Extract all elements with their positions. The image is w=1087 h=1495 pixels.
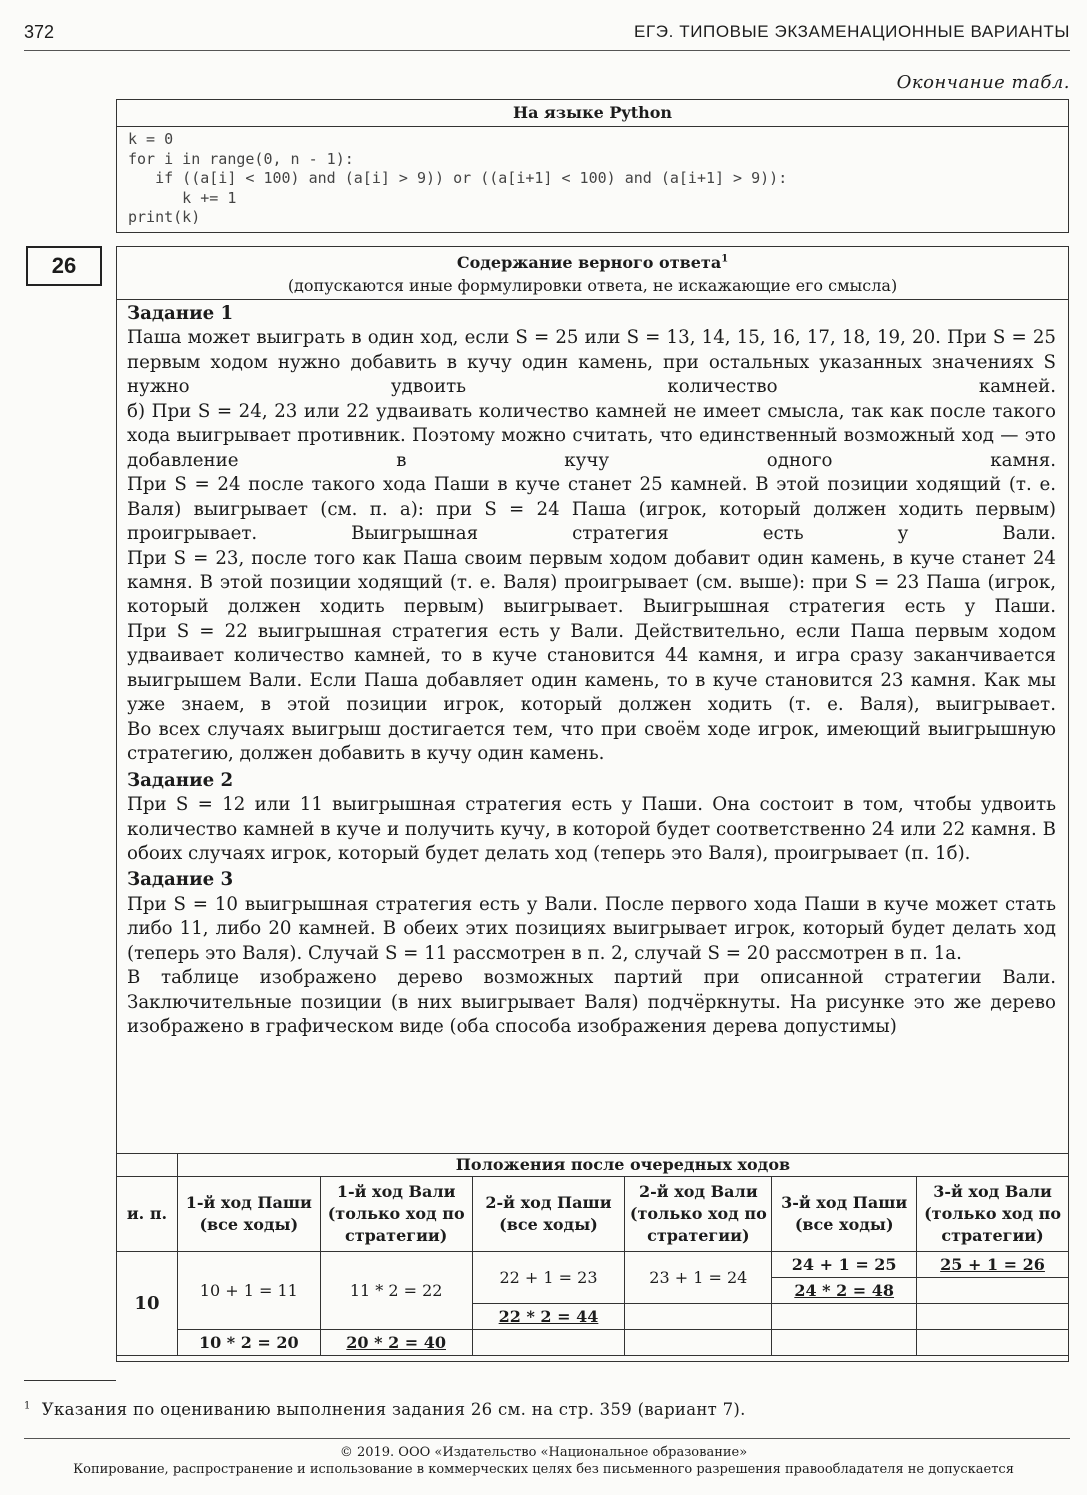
empty-cell: [917, 1278, 1069, 1304]
task3-paragraph: В таблице изображено дерево возможных партий при описанной стратегии Вали. Заключительные позиции (в них выигрывает Валя) подчёркнуты. На рисунке это же дерево изображено в графическом виде (оба способа изображения дерева допустимы): [127, 967, 1056, 1038]
python-code-block: [116, 99, 1069, 233]
cell-move3-valya: 25 + 1 = 26: [917, 1252, 1069, 1278]
header-move1-valya: 1-й ход Вали (только ход по стратегии): [320, 1177, 472, 1252]
cell-move1-alt: 10 * 2 = 20: [177, 1330, 320, 1356]
group-header: Положения после очередных ходов: [177, 1154, 1068, 1177]
code-block-title: На языке Python: [117, 100, 1068, 127]
footer-notice: Копирование, распространение и использование в коммерческих целях без письменного разрешения правообладателя не допускается: [73, 1462, 1014, 1477]
header-move2-valya: 2-й ход Вали (только ход по стратегии): [625, 1177, 772, 1252]
start-position: 10: [117, 1252, 178, 1356]
running-title: ЕГЭ. ТИПОВЫЕ ЭКЗАМЕНАЦИОННЫЕ ВАРИАНТЫ: [634, 22, 1070, 41]
task3-paragraph: При S = 10 выигрышная стратегия есть у Вали. После первого хода Паши в куче может стать либо 11, либо 20 камней. В обеих этих позициях выигрывает игрок, который будет делать ход (теперь это Валя). Случай S = 11 рассмотрен в п. 2, случай S = 20 рассмотрен в п. 1а.: [127, 893, 1056, 964]
footnote: [24, 1400, 746, 1419]
cell-move1-valya-final: 20 * 2 = 40: [320, 1330, 472, 1356]
answer-box: [116, 246, 1069, 1362]
task-number-badge: 26: [26, 246, 102, 286]
task1-paragraph: При S = 23, после того как Паша своим первым ходом добавит один камень, в куче станет 24 камня. В этой позиции ходящий (т. е. Валя) проигрывает (см. выше): при S = 23 Паша (игрок, который должен ходить первым) выигрывает. Выигрышная стратегия есть у Паши.: [127, 547, 1056, 618]
cell-move2: 22 + 1 = 23: [472, 1252, 625, 1304]
header-initial-position: и. п.: [117, 1177, 178, 1252]
cell-move3: 24 + 1 = 25: [772, 1252, 917, 1278]
task1-paragraph: Паша может выиграть в один ход, если S = 25 или S = 13, 14, 15, 16, 17, 18, 19, 20. При S = 25 первым ходом нужно добавить в кучу один камень, при остальных указанных значениях S нужно удвоить количество камней.: [127, 327, 1056, 398]
footnote-mark: 1: [721, 253, 729, 265]
corner-cell: [117, 1154, 178, 1177]
header-move3-valya: 3-й ход Вали (только ход по стратегии): [917, 1177, 1069, 1252]
answer-title-text: Содержание верного ответа: [456, 253, 722, 272]
footer-divider: [24, 1438, 1070, 1439]
cell-move1-valya: 11 * 2 = 22: [320, 1252, 472, 1330]
task1-paragraph: При S = 22 выигрышная стратегия есть у Вали. Действительно, если Паша первым ходом удваивает количество камней, то в куче становится 44 камня, и игра сразу заканчивается выигрышем Вали. Если Паша добавляет один камень, то в куче становится 23 камня. Как мы уже знаем, в этой позиции игрок, который должен ходить (т. е. Валя), выигрывает.: [127, 620, 1056, 716]
empty-cell: [917, 1304, 1069, 1330]
task2-heading: Задание 2: [127, 769, 234, 791]
page-header: [24, 22, 1070, 46]
footnote-text: Указания по оцениванию выполнения задания 26 см. на стр. 359 (вариант 7).: [41, 1400, 746, 1419]
footnote-number: 1: [24, 1400, 31, 1412]
task2-paragraph: При S = 12 или 11 выигрышная стратегия есть у Паши. Она состоит в том, чтобы удвоить количество камней в куче и получить кучу, в которой будет соответственно 24 или 22 камня. В обоих случаях игрок, который будет делать ход (теперь это Валя), проигрывает (п. 1б).: [127, 794, 1056, 864]
task3-heading: Задание 3: [127, 869, 234, 891]
footer-copyright: © 2019. ООО «Издательство «Национальное образование»: [339, 1445, 748, 1460]
answer-body: [127, 300, 1056, 1040]
empty-cell: [472, 1330, 625, 1356]
positions-table: [116, 1153, 1069, 1356]
task1-paragraph: б) При S = 24, 23 или 22 удваивать количество камней не имеет смысла, так как после такого хода выигрывает противник. Поэтому можно считать, что единственный возможный ход — это добавление в кучу одного камня.: [127, 400, 1056, 471]
empty-cell: [772, 1304, 917, 1330]
empty-cell: [625, 1330, 772, 1356]
header-divider: [24, 50, 1070, 51]
header-move2-pasha: 2-й ход Паши (все ходы): [472, 1177, 625, 1252]
task1-paragraph: Во всех случаях выигрыш достигается тем, что при своём ходе игрок, имеющий выигрышную стратегию, должен добавить в кучу один камень.: [127, 718, 1056, 765]
empty-cell: [772, 1330, 917, 1356]
footnote-divider: [24, 1380, 116, 1381]
header-move1-pasha: 1-й ход Паши (все ходы): [177, 1177, 320, 1252]
empty-cell: [917, 1330, 1069, 1356]
header-move3-pasha: 3-й ход Паши (все ходы): [772, 1177, 917, 1252]
answer-title: [117, 253, 1068, 272]
answer-subtitle: (допускаются иные формулировки ответа, не искажающие его смысла): [287, 276, 898, 295]
cell-move1: 10 + 1 = 11: [177, 1252, 320, 1330]
cell-move2-valya: 23 + 1 = 24: [625, 1252, 772, 1304]
page-number: 372: [24, 22, 55, 42]
cell-move3-final: 24 * 2 = 48: [772, 1278, 917, 1304]
empty-cell: [625, 1304, 772, 1330]
code-listing: k = 0 for i in range(0, n - 1): if ((a[i] < 100) and (a[i] > 9)) or ((a[i+1] < 100) and (a[i+1] > 9)): k += 1 print(k): [128, 130, 788, 226]
task1-heading: Задание 1: [127, 303, 234, 324]
task1-paragraph: При S = 24 после такого хода Паши в куче станет 25 камней. В этой позиции ходящий (т. е. Валя) выигрывает (см. п. а): при S = 24 Паша (игрок, который должен ходить первым) проигрывает. Выигрышная стратегия есть у Вали.: [127, 474, 1056, 545]
table-continuation-label: Окончание табл.: [896, 72, 1070, 93]
cell-move2-final: 22 * 2 = 44: [472, 1304, 625, 1330]
